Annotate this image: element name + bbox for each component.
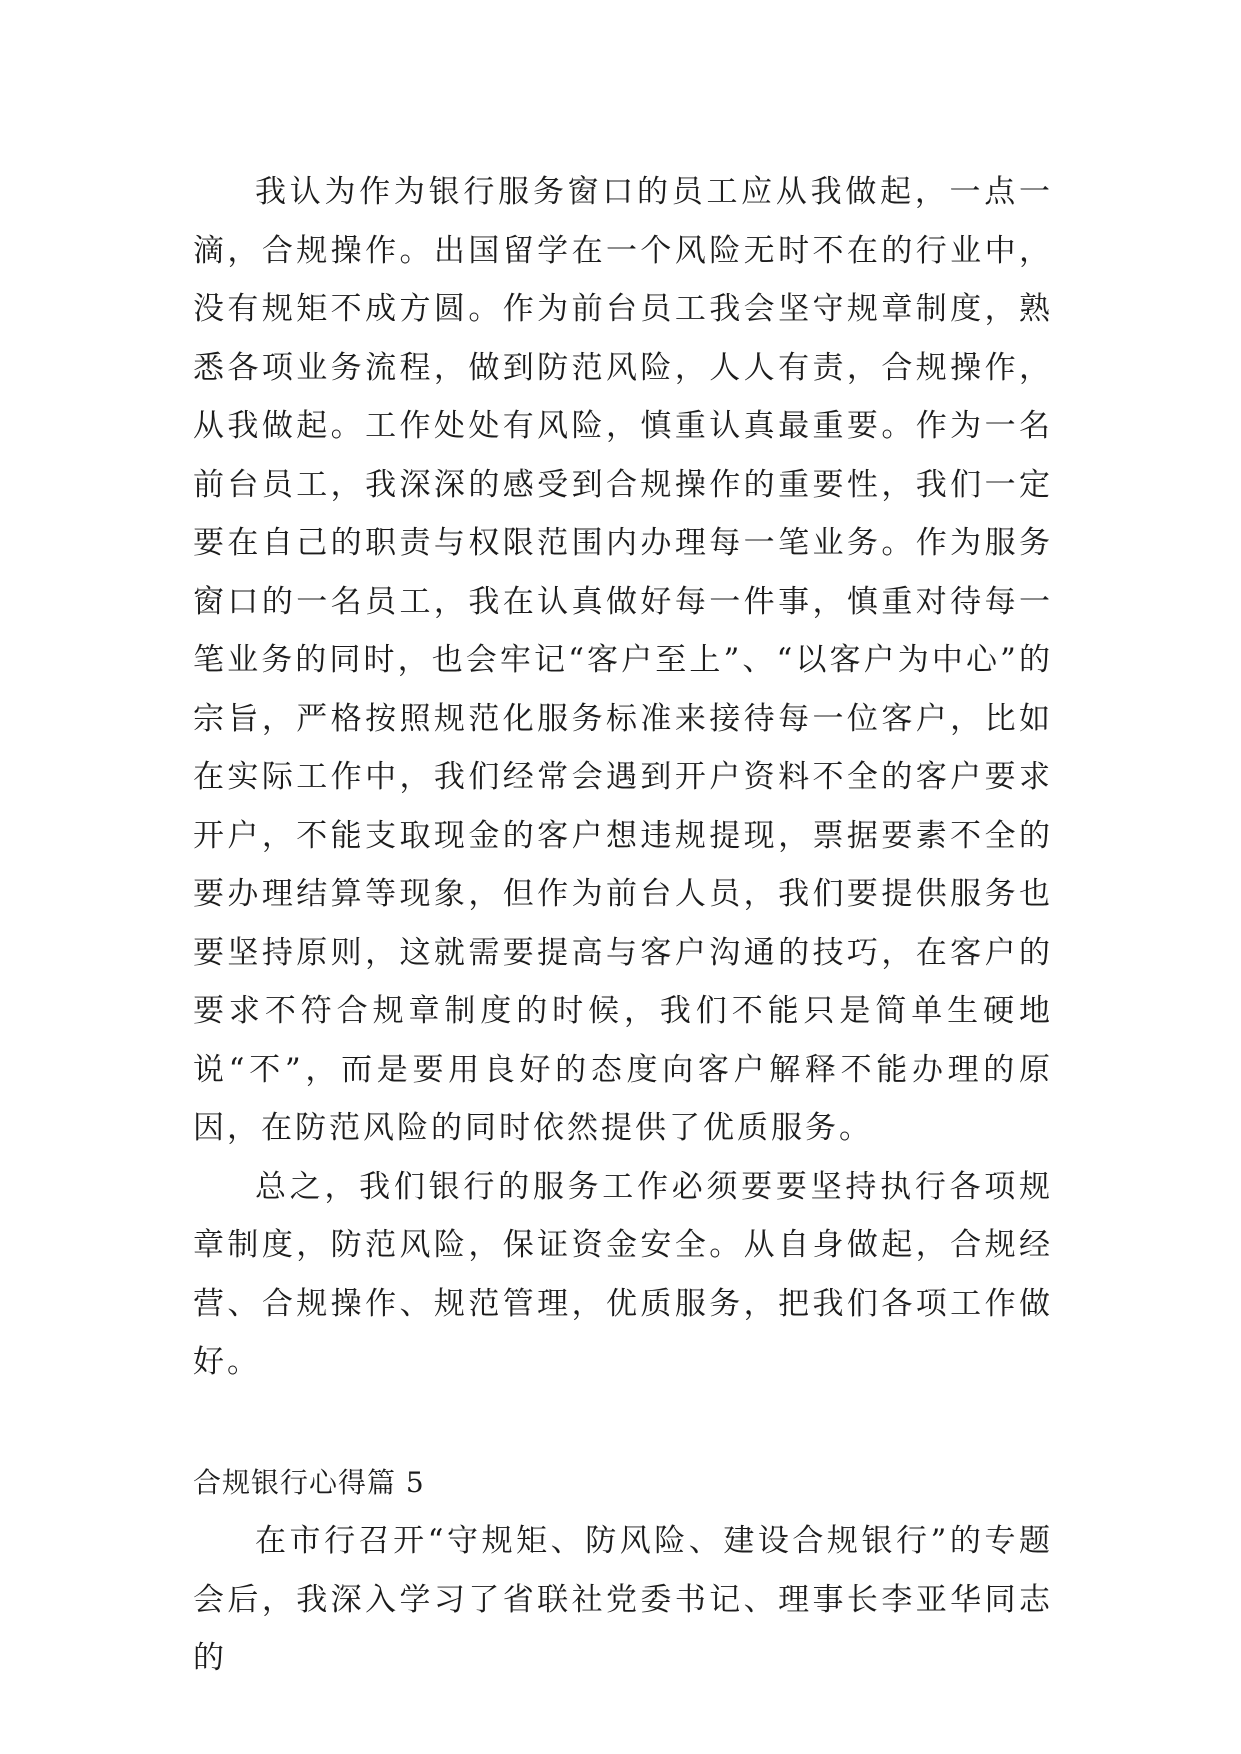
section-heading: 合规银行心得篇 5 [193, 1465, 425, 1499]
section-paragraph-1: 在市行召开“守规矩、防风险、建设合规银行”的专题会后，我深入学习了省联社党委书记、理事长李亚华同志的 [193, 1523, 1053, 1676]
paragraph-2: 总之，我们银行的服务工作必须要要坚持执行各项规章制度，防范风险，保证资金安全。从自身做起，合规经营、合规操作、规范管理，优质服务，把我们各项工作做好。 [193, 1168, 1053, 1380]
paragraph-1: 我认为作为银行服务窗口的员工应从我做起，一点一滴，合规操作。出国留学在一个风险无时不在的行业中，没有规矩不成方圆。作为前台员工我会坚守规章制度，熟悉各项业务流程，做到防范风险，人人有责，合规操作，从我做起。工作处处有风险，慎重认真最重要。作为一名前台员工，我深深的感受到合规操作的重要性，我们一定要在自己的职责与权限范围内办理每一笔业务。作为服务窗口的一名员工，我在认真做好每一件事，慎重对待每一笔业务的同时，也会牢记“客户至上”、“以客户为中心”的宗旨，严格按照规范化服务标准来接待每一位客户，比如在实际工作中，我们经常会遇到开户资料不全的客户要求开户，不能支取现金的客户想违规提现，票据要素不全的要办理结算等现象，但作为前台人员，我们要提供服务也要坚持原则，这就需要提高与客户沟通的技巧，在客户的要求不符合规章制度的时候，我们不能只是简单生硬地说“不”，而是要用良好的态度向客户解释不能办理的原因，在防范风险的同时依然提供了优质服务。 [193, 174, 1053, 1146]
document-body [193, 163, 1053, 1688]
